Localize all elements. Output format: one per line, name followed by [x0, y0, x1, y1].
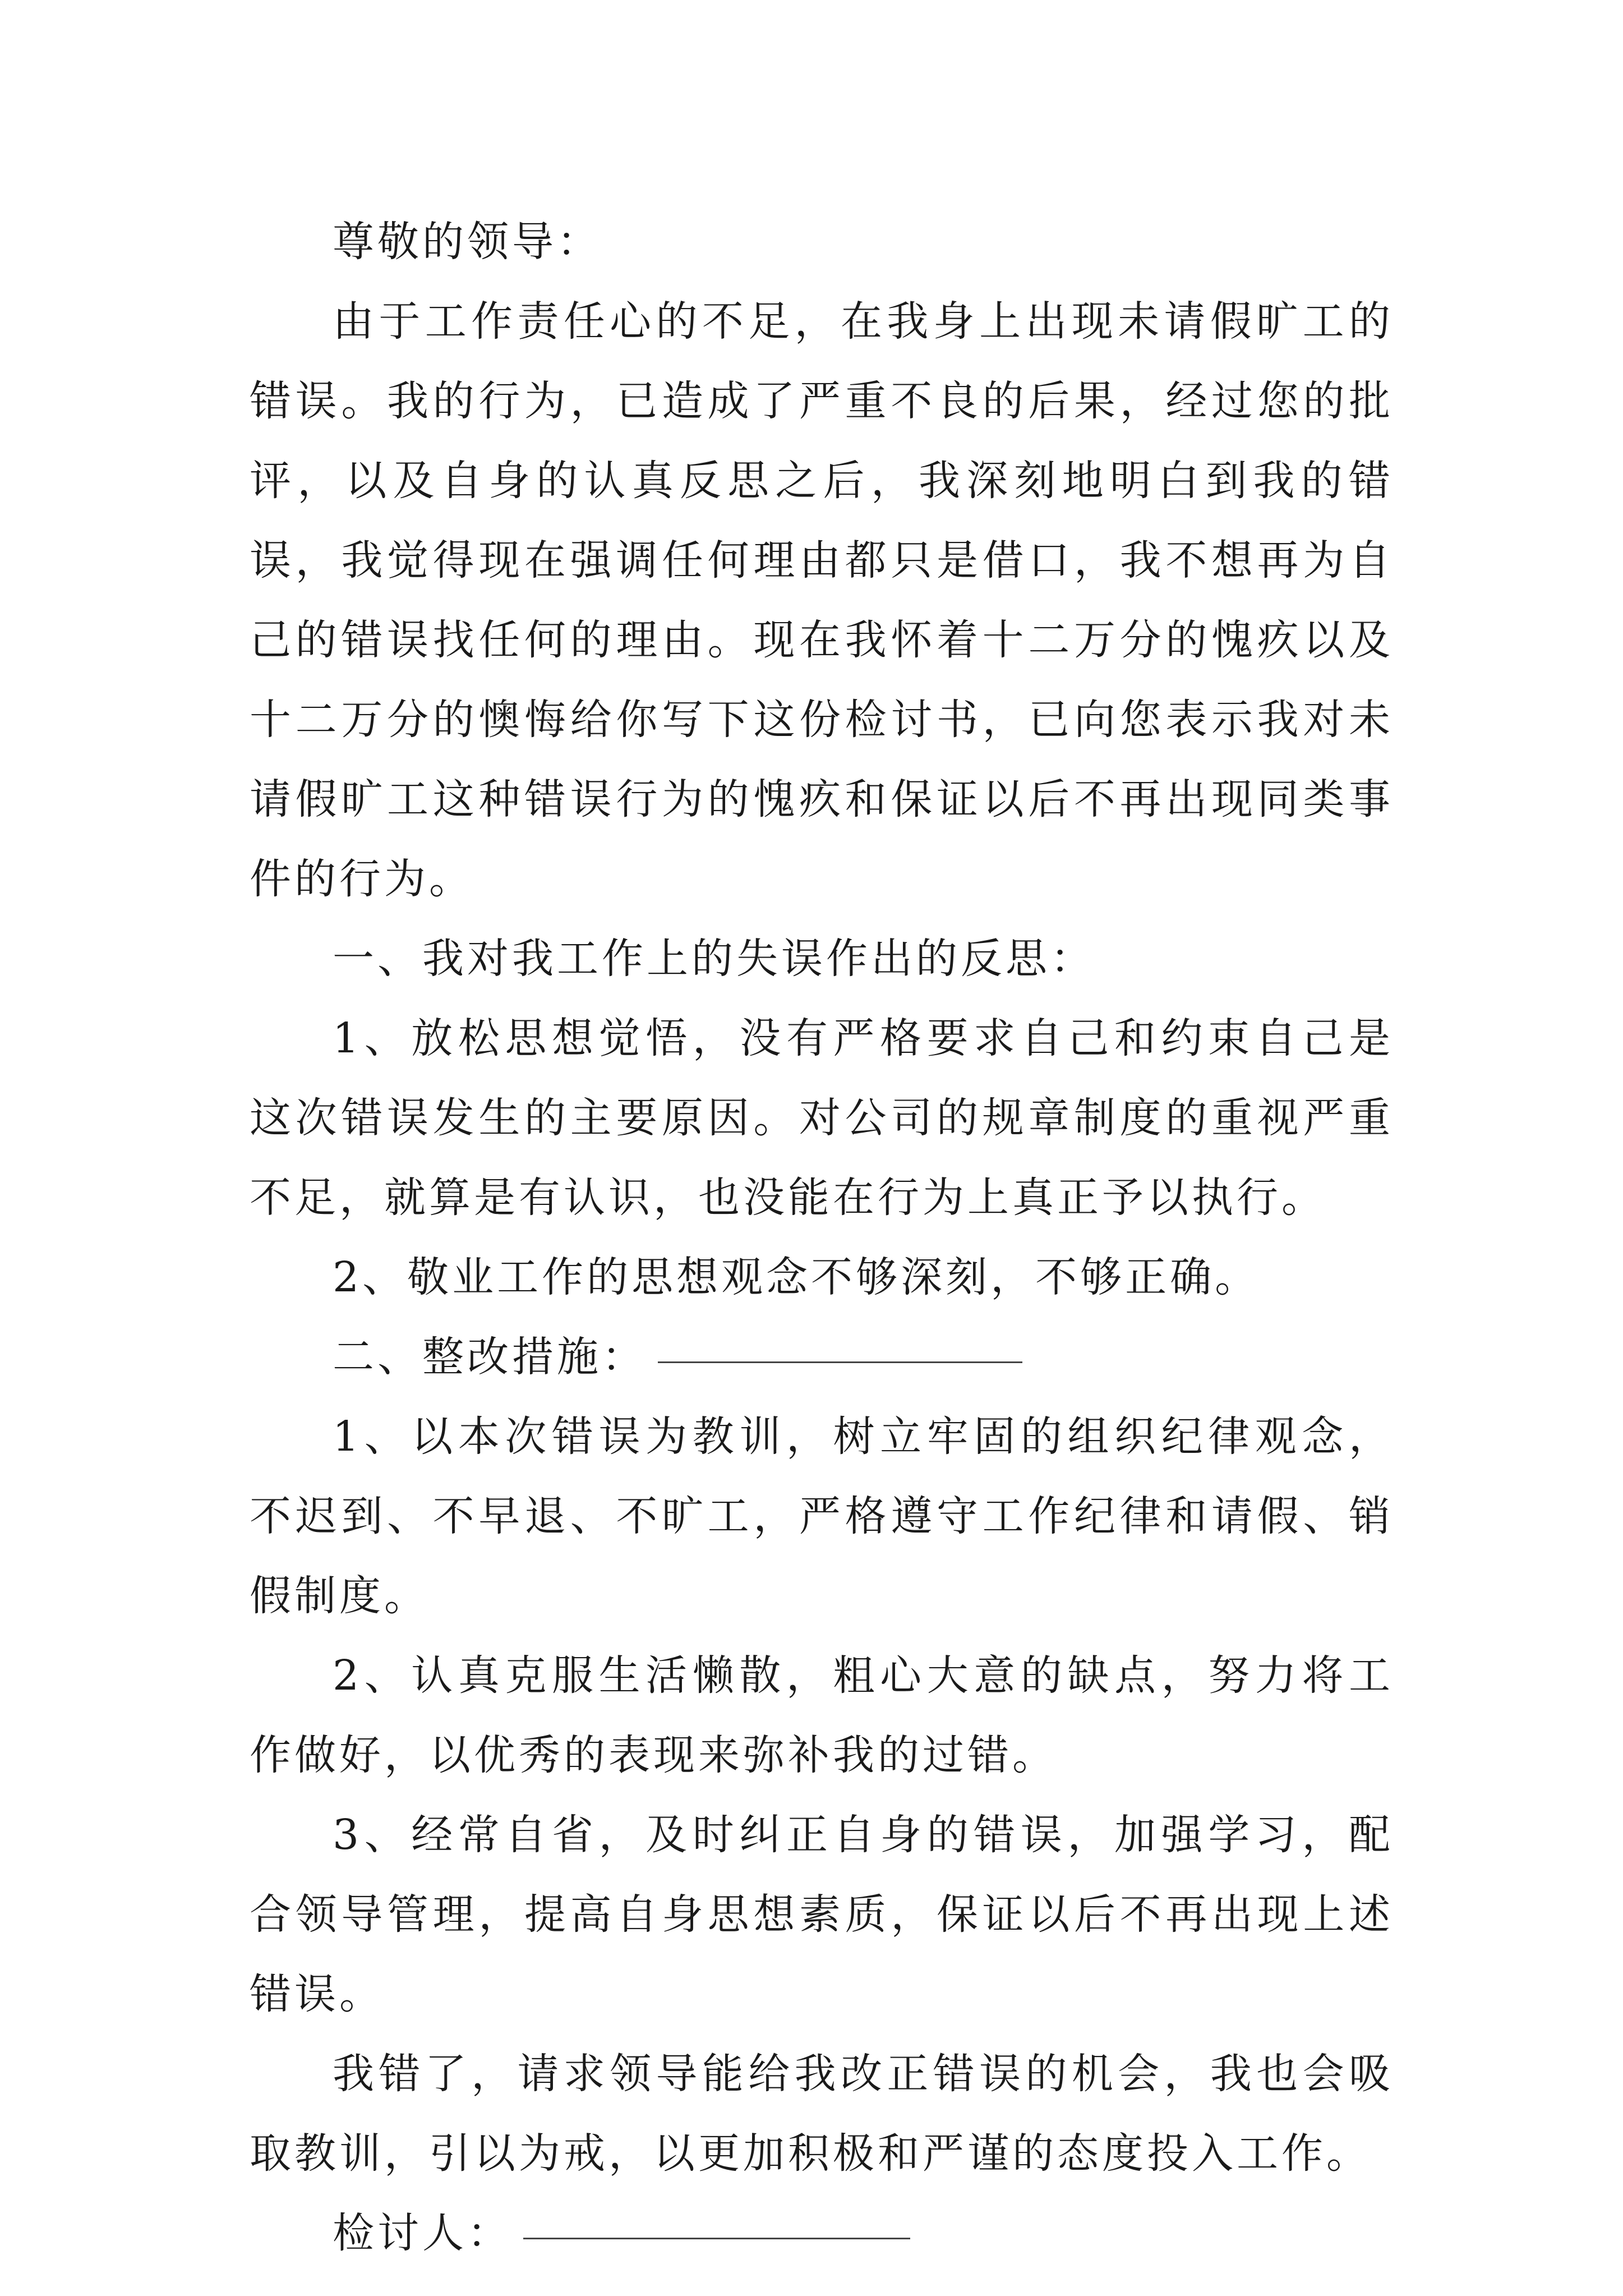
signer-blank-line: [523, 2237, 910, 2239]
section2-item-1: 1、以本次错误为教训，树立牢固的组织纪律观念，不迟到、不早退、不旷工，严格遵守工作纪律和请假、销假制度。: [250, 1412, 1394, 1620]
signer-label: 检讨人：: [333, 2209, 512, 2257]
salutation: 尊敬的领导：: [333, 218, 602, 266]
signer-line: [250, 2193, 1394, 2273]
section1-heading: 一、我对我工作上的失误作出的反思：: [333, 935, 1095, 983]
section1-item-2: 2、敬业工作的思想观念不够深刻，不够正确。: [333, 1253, 1260, 1301]
intro-paragraph: 由于工作责任心的不足，在我身上出现未请假旷工的错误。我的行为，已造成了严重不良的后果，经过您的批评，以及自身的认真反思之后，我深刻地明白到我的错误，我觉得现在强调任何理由都只是借口，我不想再为自己的错误找任何的理由。现在我怀着十二万分的愧疚以及十二万分的懊悔给你写下这份检讨书，已向您表示我对未请假旷工这种错误行为的愧疚和保证以后不再出现同类事件的行为。: [250, 297, 1394, 903]
section2-heading: 二、整改措施：: [333, 1333, 647, 1381]
document-body: [250, 202, 1394, 2273]
section1-item-1: 1、放松思想觉悟，没有严格要求自己和约束自己是这次错误发生的主要原因。对公司的规章制度的重视严重不足，就算是有认识，也没能在行为上真正予以执行。: [250, 1014, 1394, 1222]
closing-paragraph: 我错了，请求领导能给我改正错误的机会，我也会吸取教训，引以为戒，以更加积极和严谨的态度投入工作。: [250, 2050, 1394, 2178]
section2-heading-line: [250, 1317, 1394, 1397]
measures-blank-line: [658, 1361, 1022, 1363]
section2-item-3: 3、经常自省，及时纠正自身的错误，加强学习，配合领导管理，提高自身思想素质，保证以后不再出现上述错误。: [250, 1811, 1394, 2018]
section2-item-2: 2、认真克服生活懒散，粗心大意的缺点，努力将工作做好，以优秀的表现来弥补我的过错。: [250, 1651, 1394, 1779]
